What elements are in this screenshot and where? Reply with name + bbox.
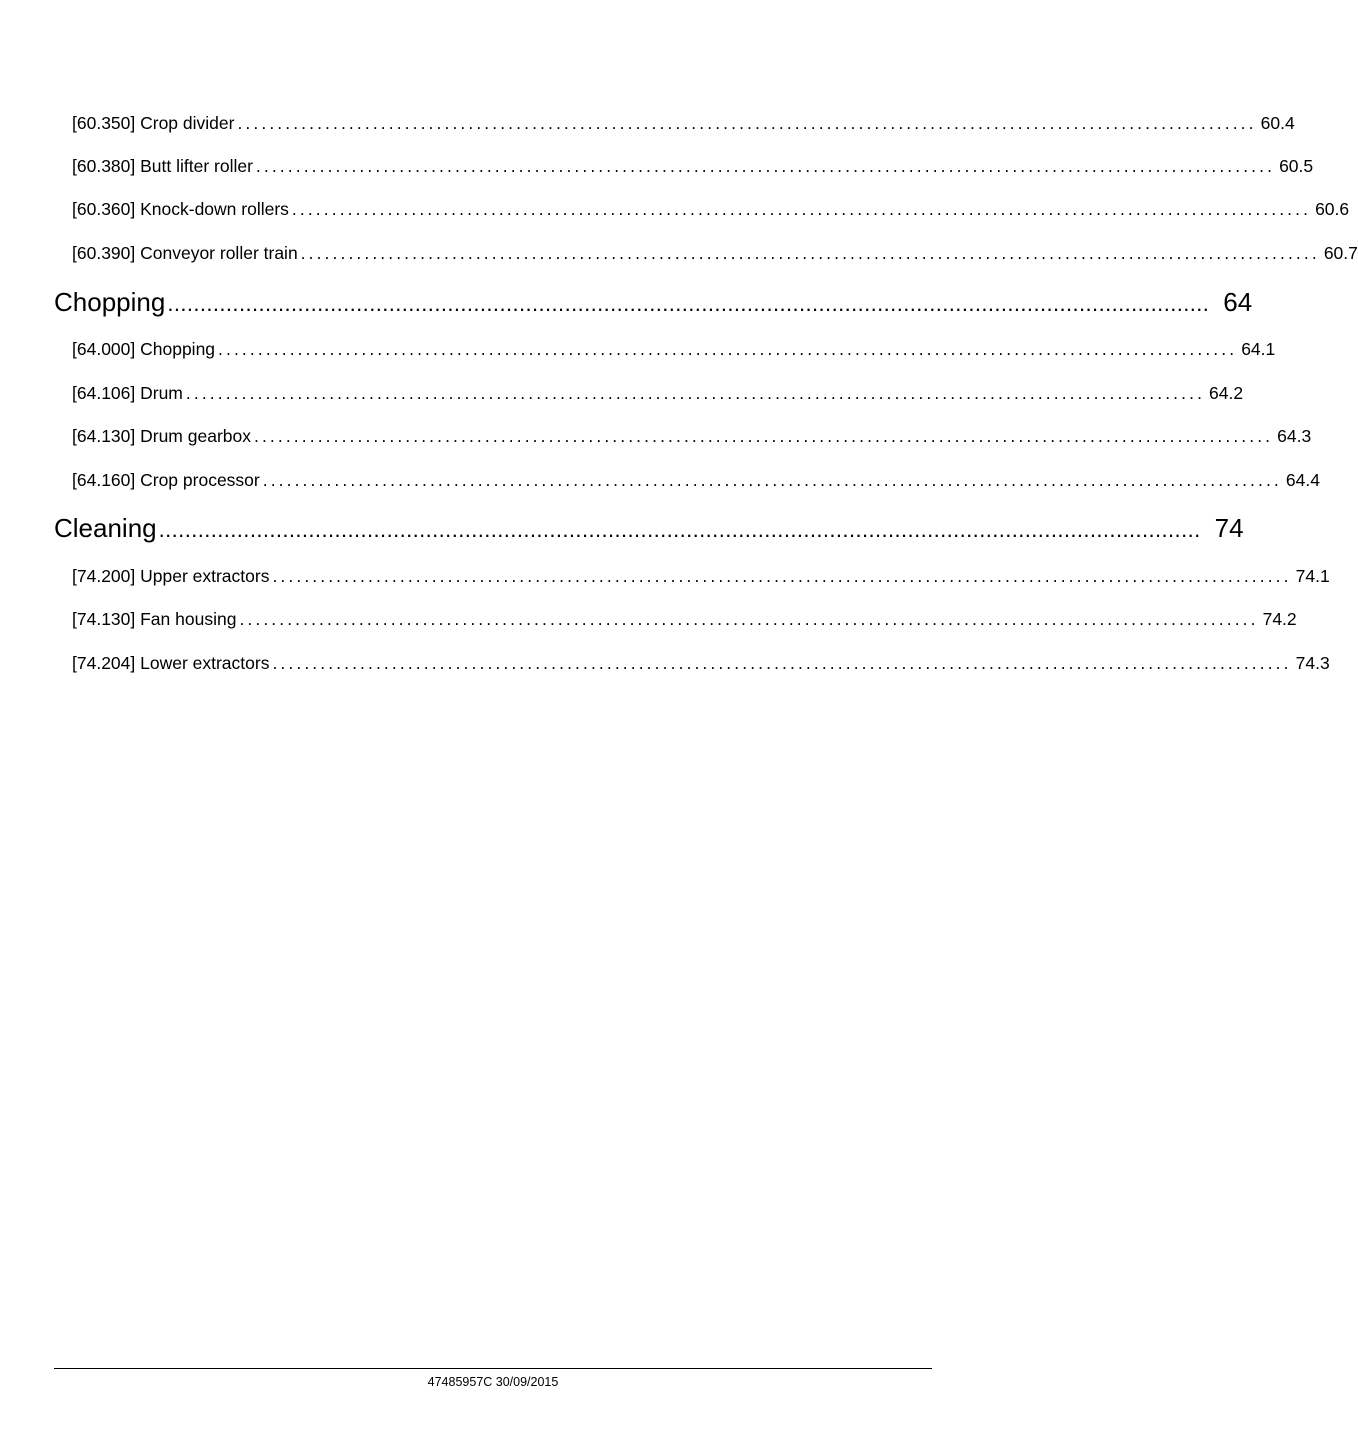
toc-entry-74-204[interactable]	[72, 653, 1330, 677]
toc-entry-74-200[interactable]	[72, 566, 1330, 590]
toc-entry-page: 60.6	[1315, 199, 1350, 219]
dot-leader: ................................................................................................................................	[291, 199, 1312, 219]
toc-entry-page: 60.4	[1260, 113, 1295, 133]
toc-entry-page: 64.3	[1277, 426, 1312, 446]
dot-leader: ................................................................................................................................	[272, 566, 1292, 586]
toc-entry-label: [60.350] Crop divider	[72, 113, 235, 133]
toc-entry-label: [64.130] Drum gearbox	[72, 426, 251, 446]
dot-leader: ................................................................................................................................	[185, 383, 1206, 403]
toc-entry-60-390[interactable]	[72, 243, 1358, 267]
toc-entry-64-000[interactable]	[72, 339, 1276, 363]
toc-entry-label: [64.106] Drum	[72, 383, 183, 403]
toc-chapter-page: 74	[1214, 513, 1244, 543]
toc-entry-page: 74.3	[1295, 653, 1330, 673]
toc-chapter-chopping[interactable]	[54, 287, 1253, 321]
toc-entry-label: [74.204] Lower extractors	[72, 653, 270, 673]
toc-entry-page: 64.1	[1241, 339, 1276, 359]
dot-leader: ................................................................................................................................	[255, 156, 1276, 176]
dot-leader: ................................................................................................................................	[300, 243, 1320, 263]
toc-entry-page: 64.4	[1285, 470, 1320, 490]
toc-chapter-page: 64	[1223, 287, 1253, 317]
toc-entry-label: [60.390] Conveyor roller train	[72, 243, 298, 263]
dot-leader: ................................................................................................................................	[254, 426, 1274, 446]
footer-divider	[54, 1368, 932, 1369]
toc-entry-page: 60.5	[1279, 156, 1314, 176]
toc-entry-64-130[interactable]	[72, 426, 1312, 450]
toc-entry-page: 60.7	[1323, 243, 1358, 263]
toc-entry-label: [64.000] Chopping	[72, 339, 216, 359]
toc-entry-label: [74.200] Upper extractors	[72, 566, 270, 586]
toc-entry-64-160[interactable]	[72, 470, 1320, 494]
dot-leader: ................................................................................................................................	[237, 113, 1257, 133]
toc-entry-64-106[interactable]	[72, 383, 1244, 407]
toc-entry-label: [74.130] Fan housing	[72, 609, 237, 629]
dot-leader: ................................................................................................................................	[262, 470, 1282, 490]
dot-leader: ................................................................................................................................	[239, 609, 1259, 629]
dot-leader: ................................................................................................................................	[272, 653, 1292, 673]
toc-entry-60-350[interactable]	[72, 113, 1295, 137]
toc-entry-page: 64.2	[1209, 383, 1244, 403]
toc-entry-74-130[interactable]	[72, 609, 1297, 633]
dot-leader: ................................................................................................................................................................	[158, 517, 1201, 542]
toc-entry-page: 74.1	[1295, 566, 1330, 586]
toc-chapter-cleaning[interactable]	[54, 513, 1244, 547]
toc-entry-60-380[interactable]	[72, 156, 1314, 180]
dot-leader: ................................................................................................................................................................	[167, 291, 1210, 316]
toc-entry-label: [60.360] Knock-down rollers	[72, 199, 289, 219]
toc-chapter-label: Chopping	[54, 287, 166, 317]
toc-chapter-label: Cleaning	[54, 513, 157, 543]
footer-document-id: 47485957C 30/09/2015	[427, 1375, 559, 1389]
toc-entry-label: [64.160] Crop processor	[72, 470, 260, 490]
toc-entry-label: [60.380] Butt lifter roller	[72, 156, 253, 176]
toc-entry-60-360[interactable]	[72, 199, 1350, 223]
toc-entry-page: 74.2	[1262, 609, 1297, 629]
dot-leader: ................................................................................................................................	[218, 339, 1238, 359]
